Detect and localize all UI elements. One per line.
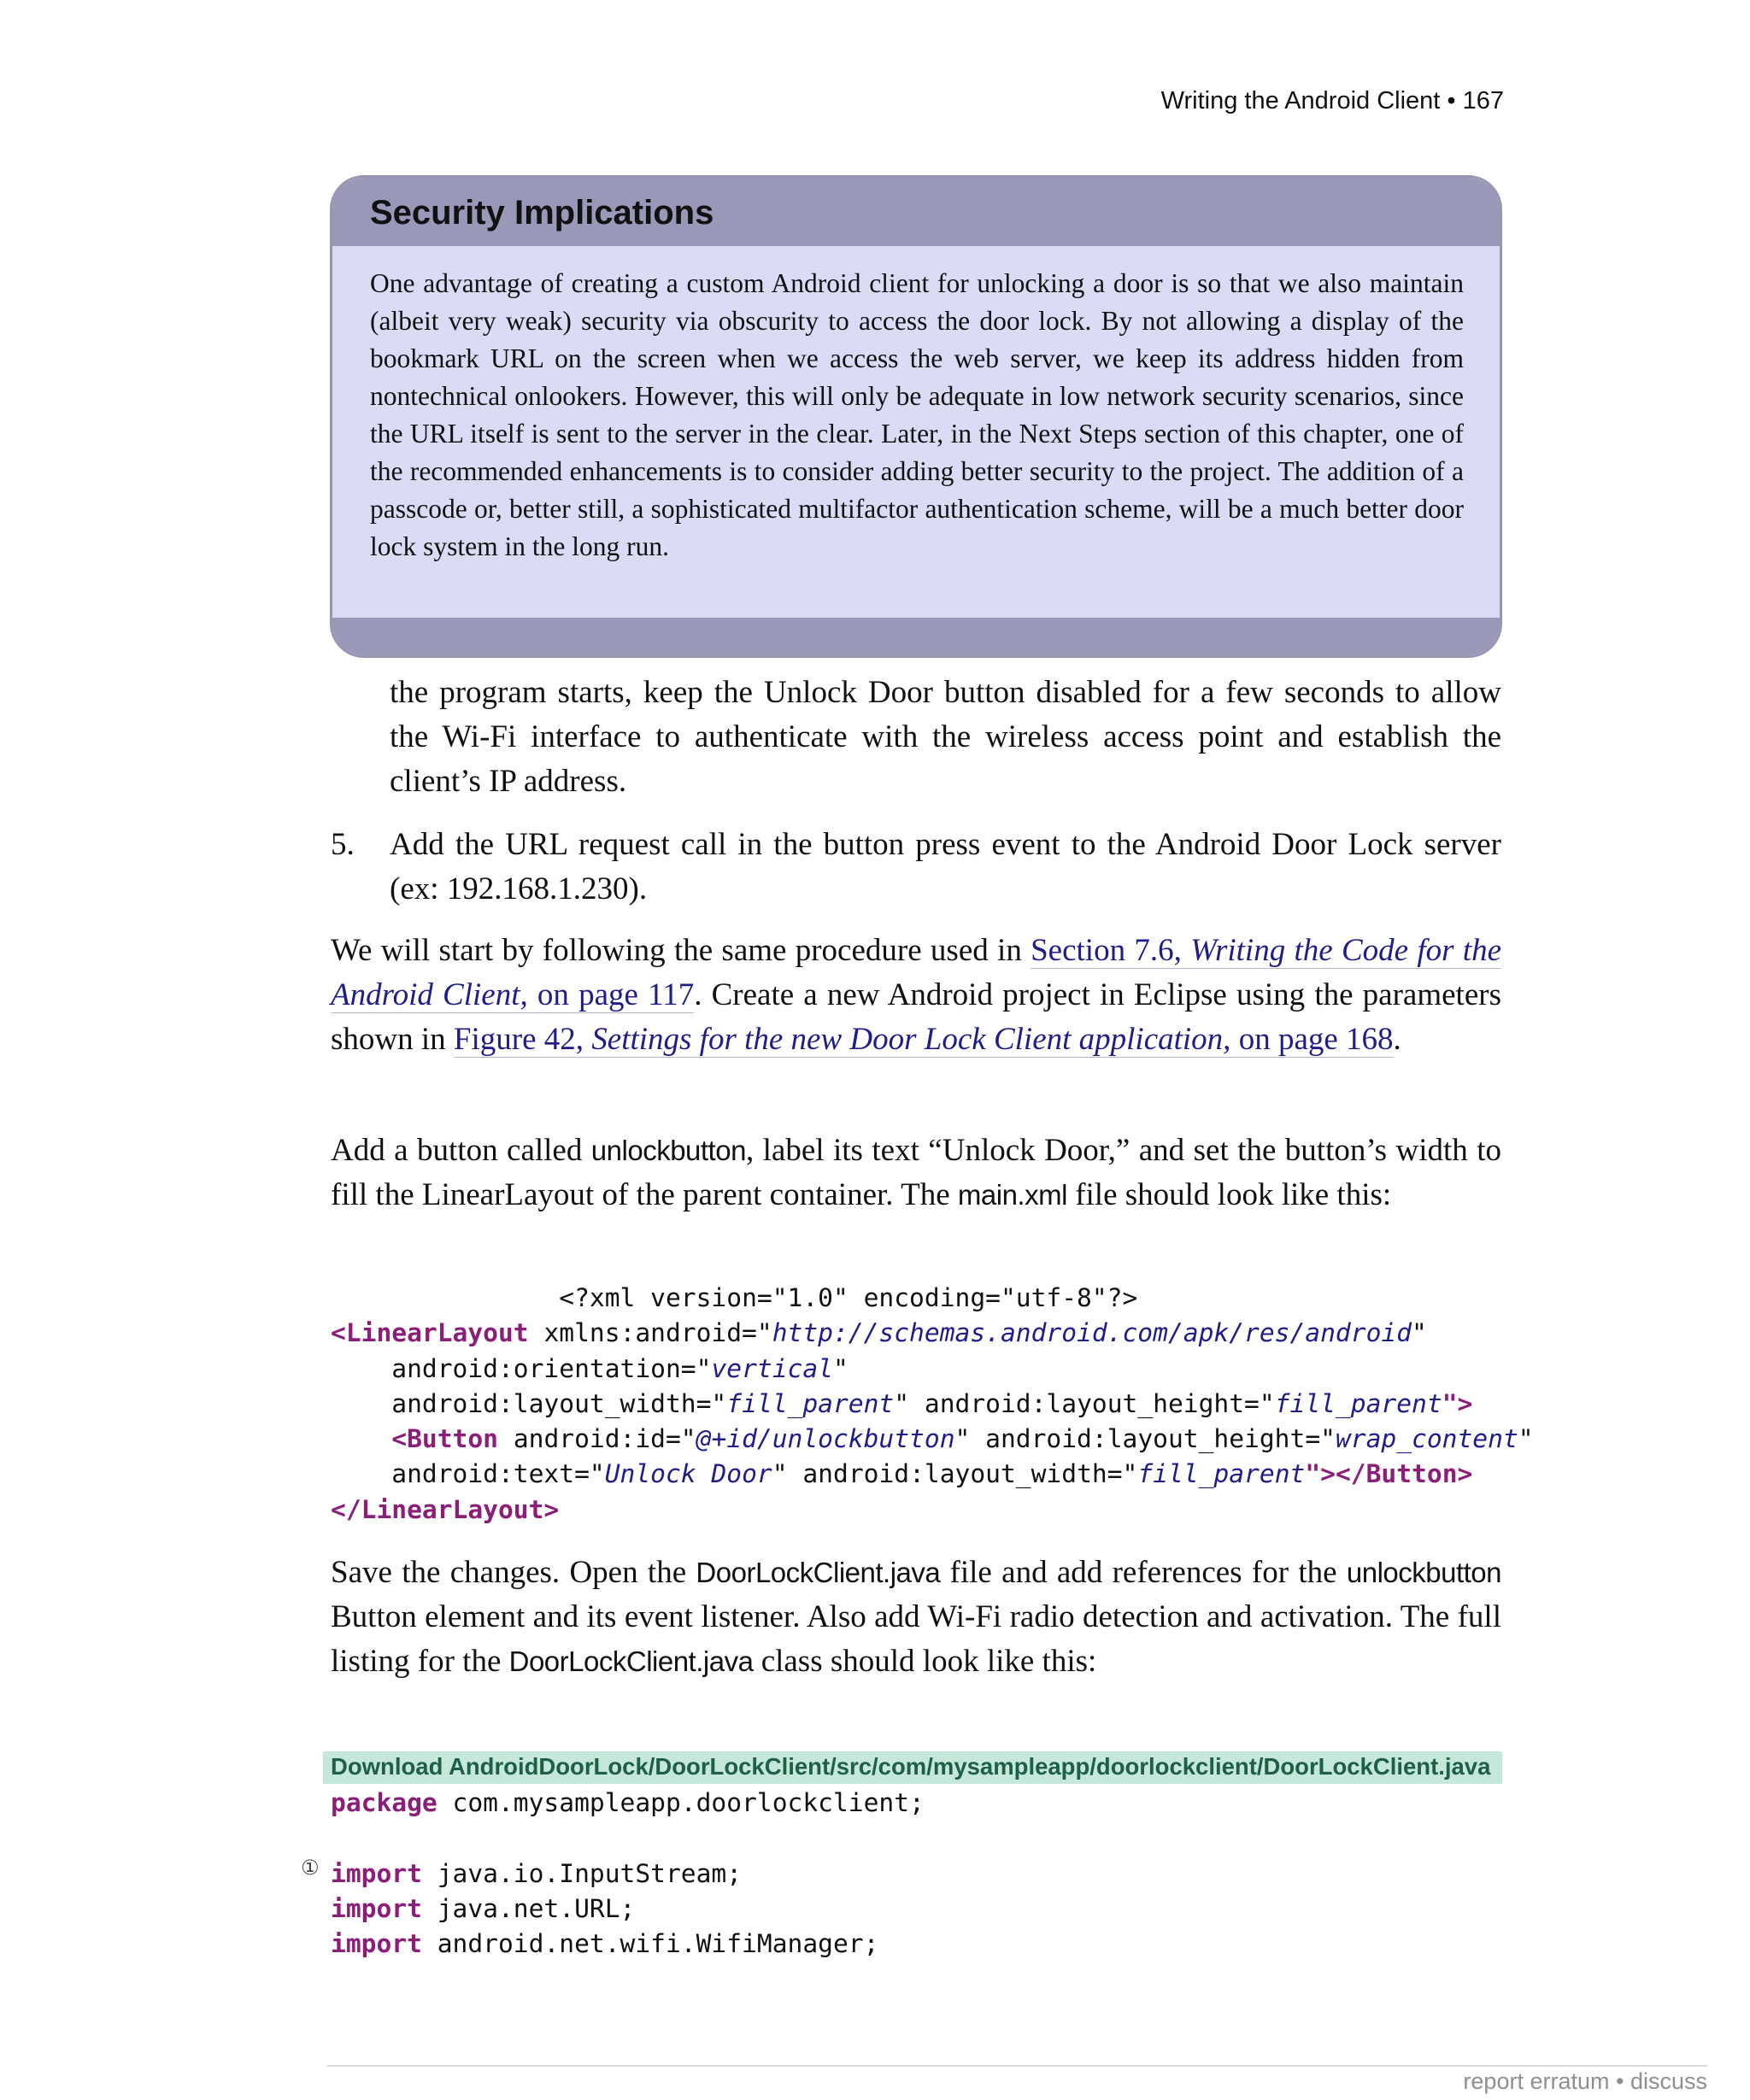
link-text: Section 7.6,	[1031, 933, 1191, 968]
code-string: fill_parent	[1274, 1388, 1442, 1418]
code-text: android:layout_height="	[909, 1388, 1275, 1418]
code-text: android:layout_width="	[331, 1388, 727, 1418]
paragraph-text: file and add references for the	[940, 1555, 1347, 1590]
paragraph-text: Add a button called	[331, 1133, 591, 1168]
code-text: android:orientation="	[331, 1353, 712, 1383]
code-tag: "></Button>	[1305, 1459, 1473, 1489]
inline-code: unlockbutton	[590, 1135, 746, 1166]
sidebar-footer-bar	[332, 618, 1500, 655]
code-keyword: import	[331, 1893, 422, 1923]
inline-code: DoorLockClient.java	[508, 1645, 754, 1677]
code-text: android:id="	[498, 1424, 696, 1454]
code-text: <?xml version="1.0" encoding="utf-8"?>	[559, 1283, 1138, 1312]
paragraph-procedure	[331, 929, 1501, 1062]
list-item-5: Add the URL request call in the button press event to the Android Door Lock server (ex: 192.168.1.230).	[390, 827, 1501, 906]
code-string: http://schemas.android.com/apk/res/android	[772, 1318, 1412, 1348]
figure-link[interactable]	[454, 1022, 1394, 1058]
code-text: android:text="	[331, 1459, 605, 1489]
code-text: xmlns:android="	[528, 1318, 772, 1348]
code-text: "	[1412, 1318, 1427, 1348]
link-title: Writing the Code for the Android Client,	[331, 933, 1502, 1012]
paragraph-text: file should look like this:	[1066, 1177, 1392, 1212]
xml-code-listing	[331, 1281, 1534, 1528]
callout-marker-1: ①	[301, 1856, 320, 1880]
link-page: on page 168	[1230, 1022, 1394, 1057]
footer	[1463, 2068, 1707, 2095]
inline-code: DoorLockClient.java	[696, 1557, 941, 1588]
code-tag: <LinearLayout	[331, 1318, 529, 1348]
code-text: "	[772, 1459, 788, 1489]
code-text: android:layout_width="	[787, 1459, 1138, 1489]
java-code-listing	[331, 1786, 925, 1962]
paragraph-text: , label its text “Unlock Door,” and set the button’s width to fill the LinearLayout of the parent container. The	[331, 1133, 1501, 1212]
code-keyword: package	[331, 1788, 438, 1817]
link-title: Settings for the new Door Lock Client application,	[591, 1022, 1231, 1057]
code-string: Unlock Door	[604, 1459, 772, 1489]
footer-divider	[327, 2065, 1707, 2067]
code-string: vertical	[711, 1353, 833, 1383]
paragraph-text: class should look like this:	[753, 1644, 1097, 1679]
code-string: @+id/unlockbutton	[696, 1424, 955, 1454]
paragraph-text: . Create a new Android project in Eclipse using the parameters shown in	[331, 977, 1501, 1057]
list-item-continuation: the program starts, keep the Unlock Door button disabled for a few seconds to allow the Wi-Fi interface to authenticate with the wireless access point and establish the client’s IP address.	[390, 675, 1501, 799]
sidebar-title: Security Implications	[332, 178, 1500, 246]
list-item-number: 5.	[331, 827, 355, 862]
code-text: java.io.InputStream;	[421, 1858, 743, 1888]
paragraph-text: We will start by following the same procedure used in	[331, 933, 1031, 968]
paragraph-save-changes	[331, 1551, 1501, 1684]
code-keyword: import	[331, 1929, 422, 1959]
code-text: android:layout_height="	[970, 1424, 1336, 1454]
paragraph-text: Button element and its event listener. Also add Wi-Fi radio detection and activation. The full listing for the	[331, 1599, 1501, 1679]
running-head: Writing the Android Client • 167	[1160, 87, 1504, 114]
code-tag: </LinearLayout>	[331, 1494, 560, 1524]
paragraph-text: Save the changes. Open the	[331, 1555, 696, 1590]
discuss-link[interactable]: discuss	[1630, 2068, 1707, 2094]
code-string: fill_parent	[1137, 1459, 1306, 1489]
footer-separator: •	[1616, 2068, 1624, 2094]
download-link[interactable]: Download AndroidDoorLock/DoorLockClient/src/com/mysampleapp/doorlockclient/DoorLockClient.java	[323, 1751, 1502, 1784]
code-text: java.net.URL;	[421, 1893, 636, 1923]
code-text: com.mysampleapp.doorlockclient;	[437, 1788, 925, 1817]
code-string: wrap_content	[1335, 1424, 1518, 1454]
report-erratum-link[interactable]: report erratum	[1463, 2068, 1610, 2094]
code-tag: ">	[1442, 1388, 1473, 1418]
code-keyword: import	[331, 1858, 422, 1888]
link-text: Figure 42,	[453, 1022, 592, 1057]
code-text: android.net.wifi.WifiManager;	[421, 1929, 879, 1959]
paragraph-add-button	[331, 1129, 1501, 1217]
code-tag: <Button	[391, 1424, 498, 1454]
sidebar-text: One advantage of creating a custom Android client for unlocking a door is so that we also maintain (albeit very weak) security via obscurity to access the door lock. By not allowing a display of the bookmark URL on the screen when we access the web server, we keep its address hidden from nontechnical onlookers. However, this will only be adequate in low network security scenarios, since the URL itself is sent to the server in the clear. Later, in the Next Steps section of this chapter, one of the recommended enhancements is to consider adding better security to the project. The addition of a passcode or, better still, a sophisticated multifactor authentication scheme, will be a much better door lock system in the long run.	[370, 268, 1464, 561]
code-text: "	[954, 1424, 971, 1454]
sidebar-security-implications	[330, 175, 1502, 658]
paragraph-text: .	[1393, 1022, 1401, 1057]
code-text: "	[832, 1353, 849, 1383]
code-text: "	[1518, 1424, 1534, 1454]
code-text: "	[894, 1388, 910, 1418]
link-page: on page 117	[527, 977, 695, 1012]
inline-code: unlockbutton	[1346, 1557, 1501, 1588]
inline-code: main.xml	[957, 1179, 1067, 1211]
code-string: fill_parent	[726, 1388, 895, 1418]
